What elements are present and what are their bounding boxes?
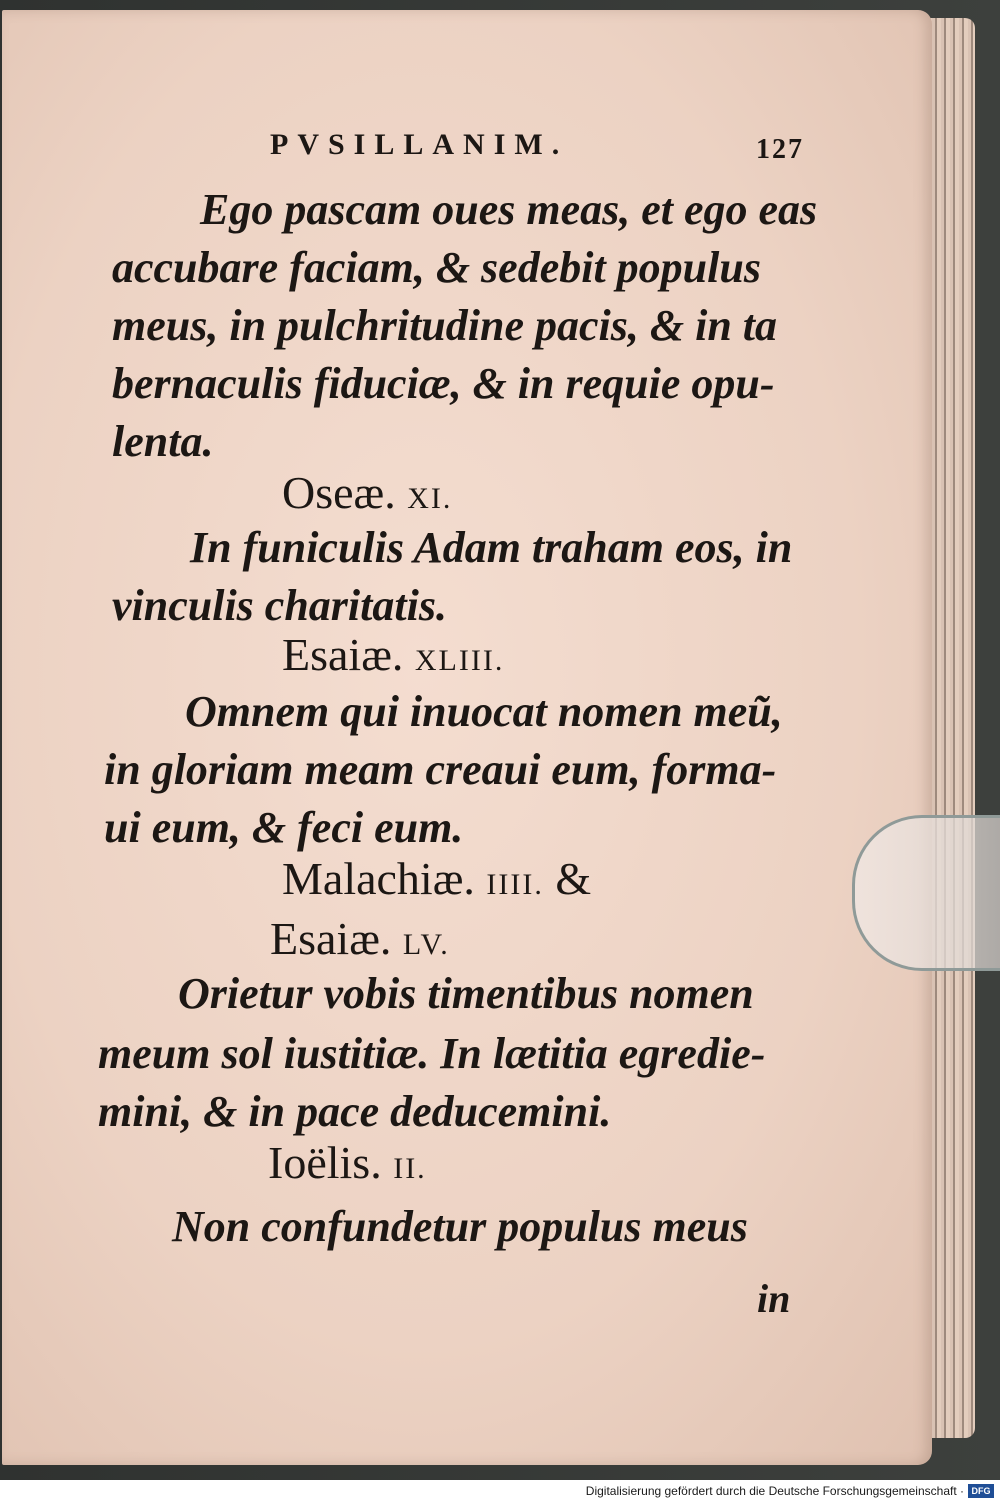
text-line: in gloriam meam creaui eum, forma- bbox=[104, 745, 777, 794]
text-line: meus, in pulchritudine pacis, & in ta bbox=[112, 301, 778, 350]
text-line: Non confundetur populus meus bbox=[172, 1202, 748, 1251]
heading-name: Esaiæ. bbox=[282, 629, 404, 680]
text-line: accubare faciam, & sedebit populus bbox=[112, 243, 761, 292]
heading-number: XLIII. bbox=[414, 644, 505, 677]
running-head: PVSILLANIM. bbox=[270, 128, 569, 161]
catchword: in bbox=[757, 1276, 791, 1321]
heading-name: Ioëlis. bbox=[268, 1137, 382, 1188]
heading-number: IIII. bbox=[486, 868, 544, 901]
text-line: lenta. bbox=[112, 417, 214, 466]
dfg-logo: DFG bbox=[968, 1484, 994, 1498]
text-line: Ego pascam oues meas, et ego eas bbox=[200, 185, 818, 234]
footer-credit: Digitalisierung gefördert durch die Deutsche Forschungsgemeinschaft · bbox=[585, 1484, 964, 1498]
heading-name: Oseæ. bbox=[282, 467, 396, 518]
heading-ampersand: & bbox=[555, 853, 592, 904]
page-number: 127 bbox=[756, 134, 804, 165]
section-heading bbox=[282, 467, 453, 518]
section-heading bbox=[282, 853, 592, 904]
text-line: Orietur vobis timentibus nomen bbox=[178, 969, 754, 1018]
heading-name: Esaiæ. bbox=[270, 913, 392, 964]
section-heading bbox=[282, 629, 505, 680]
text-line: mini, & in pace deducemini. bbox=[98, 1087, 612, 1136]
text-line: In funiculis Adam traham eos, in bbox=[190, 523, 793, 572]
heading-name: Malachiæ. bbox=[282, 853, 475, 904]
section-heading bbox=[270, 913, 450, 964]
heading-number: LV. bbox=[402, 928, 450, 961]
text-line: meum sol iustitiæ. In lætitia egredie- bbox=[98, 1029, 766, 1078]
heading-number: XI. bbox=[407, 482, 453, 515]
text-line: ui eum, & feci eum. bbox=[104, 803, 464, 852]
heading-number: II. bbox=[393, 1152, 427, 1185]
text-line: bernaculis fiduciæ, & in requie opu- bbox=[112, 359, 775, 408]
section-heading bbox=[268, 1137, 427, 1188]
text-line: Omnem qui inuocat nomen meũ, bbox=[185, 687, 783, 736]
text-line: vinculis charitatis. bbox=[112, 581, 447, 630]
